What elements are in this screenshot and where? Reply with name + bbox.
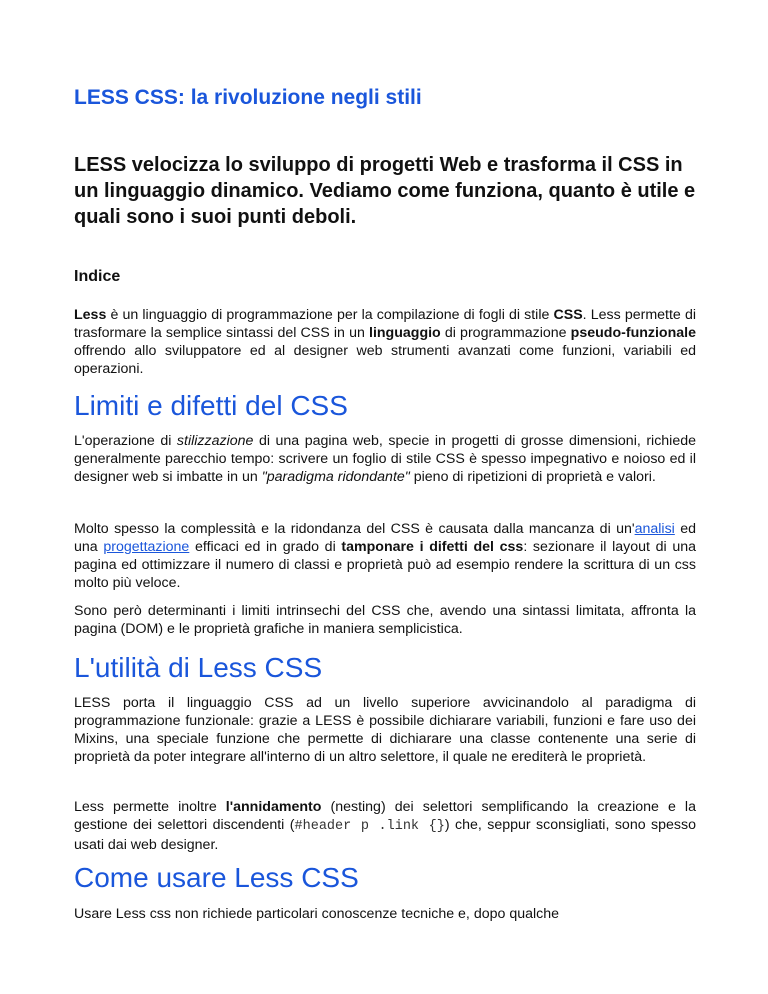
article-title: LESS CSS: la rivoluzione negli stili bbox=[74, 86, 422, 109]
text-run: di programmazione bbox=[440, 325, 571, 341]
link-progettazione[interactable]: progettazione bbox=[103, 539, 190, 555]
utilita-paragraph-2 bbox=[74, 798, 696, 854]
come-paragraph-1: Usare Less css non richiede particolari conoscenze tecniche e, dopo qualche bbox=[74, 906, 560, 922]
limiti-paragraph-2 bbox=[74, 520, 696, 592]
text-run: L'operazione di bbox=[74, 433, 177, 449]
text-run: pieno di ripetizioni di proprietà e valori. bbox=[409, 469, 656, 485]
text-run: Molto spesso la complessità e la ridondanza del CSS è causata dalla mancanza di un' bbox=[74, 521, 635, 537]
bold-text: tamponare i difetti del css bbox=[341, 539, 524, 555]
index-heading: Indice bbox=[74, 268, 121, 285]
italic-text: stilizzazione bbox=[176, 433, 254, 449]
text-run: (nesting) dei selettori semplificando la creazione e la gestione dei selettori discendenti ( bbox=[74, 799, 696, 833]
text-run: . Less permette di trasformare la semplice sintassi del CSS in un bbox=[74, 307, 696, 341]
text-run: efficaci ed in grado di bbox=[189, 539, 342, 555]
limiti-paragraph-1 bbox=[74, 432, 696, 486]
section-heading-limiti: Limiti e difetti del CSS bbox=[74, 390, 348, 421]
bold-text: l'annidamento bbox=[225, 799, 322, 815]
text-run: di una pagina web, specie in progetti di grosse dimensioni, richiede generalmente parecchio tempo: scrivere un foglio di stile CSS è spesso impegnativo e noioso ed il designer web si imbatte in un bbox=[74, 433, 697, 485]
text-run: Less permette inoltre bbox=[74, 799, 226, 815]
text-run: ) che, seppur sconsigliati, sono spesso usati dai web designer. bbox=[74, 817, 696, 853]
limiti-paragraph-3: Sono però determinanti i limiti intrinsechi del CSS che, avendo una sintassi limitata, affronta la pagina (DOM) e le proprietà grafiche in maniera semplicistica. bbox=[74, 603, 696, 637]
code-snippet: #header p .link {} bbox=[294, 819, 445, 834]
text-run: offrendo allo sviluppatore ed al designer web strumenti avanzati come funzioni, variabili ed operazioni. bbox=[74, 343, 696, 377]
section-heading-come: Come usare Less CSS bbox=[74, 862, 359, 893]
text-run: : sezionare il layout di una pagina ed ottimizzare il numero di classi e proprietà può ad esempio rendere la scrittura di un css molto più veloce. bbox=[74, 539, 696, 591]
bold-text: linguaggio bbox=[369, 325, 441, 341]
utilita-paragraph-1: LESS porta il linguaggio CSS ad un livello superiore avvicinandolo al paradigma di programmazione funzionale: grazie a LESS è possibile dichiarare variabili, funzioni e fare uso dei Mixins, una speciale funzione che permette di dichiarare una classe contenente una serie di proprietà da poter integrare all'interno di un altro selettore, il quale ne erediterà le proprietà. bbox=[74, 695, 696, 765]
section-heading-utilita: L'utilità di Less CSS bbox=[74, 652, 323, 683]
bold-text: CSS bbox=[553, 307, 583, 323]
text-run: ed una bbox=[74, 521, 696, 555]
link-analisi[interactable]: analisi bbox=[634, 521, 675, 537]
bold-text: pseudo-funzionale bbox=[570, 325, 696, 341]
article-lead: LESS velocizza lo sviluppo di progetti Web e trasforma il CSS in un linguaggio dinamico. Vediamo come funziona, quanto è utile e quali sono i suoi punti deboli. bbox=[74, 154, 696, 228]
italic-text: "paradigma ridondante" bbox=[261, 469, 410, 485]
text-run: è un linguaggio di programmazione per la compilazione di fogli di stile bbox=[106, 307, 554, 323]
intro-paragraph bbox=[74, 306, 696, 378]
bold-text: Less bbox=[74, 307, 107, 323]
